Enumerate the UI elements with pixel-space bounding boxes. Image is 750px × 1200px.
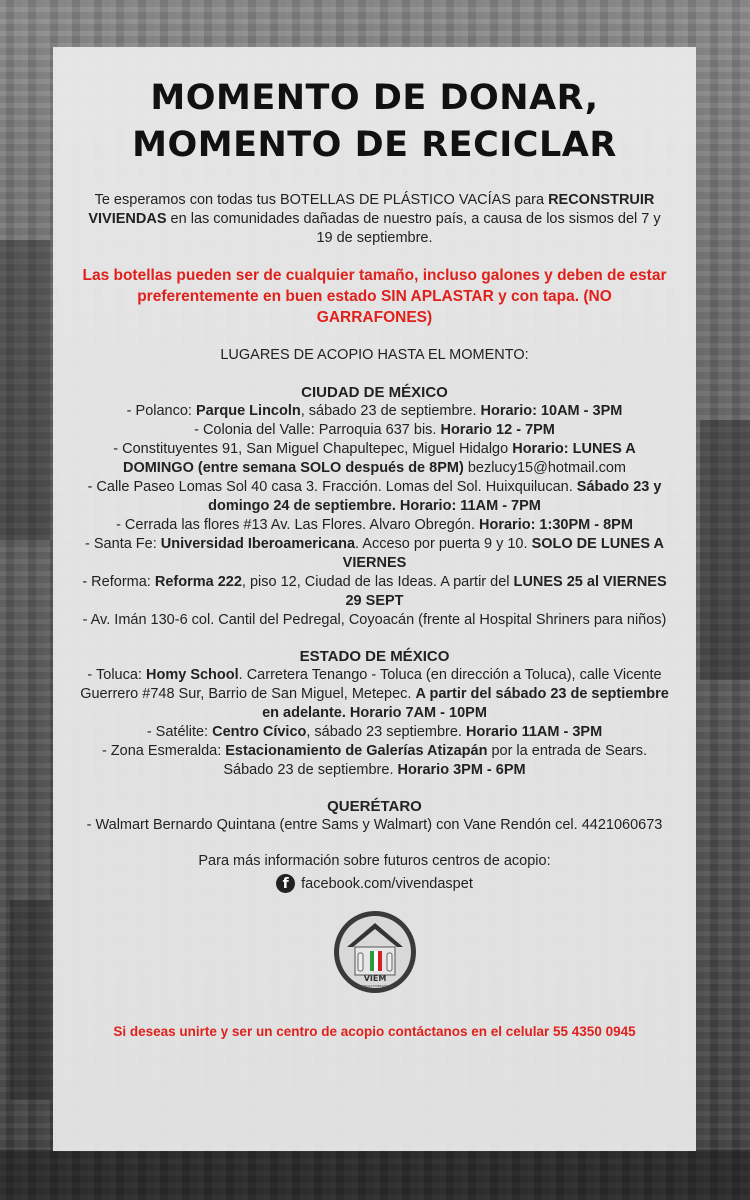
item-bold: Horario: 1:30PM - 8PM xyxy=(479,517,633,533)
background-building xyxy=(0,240,50,540)
intro-part: Te esperamos con todas tus BOTELLAS DE PLÁSTICO VACÍAS para xyxy=(94,192,549,208)
location-item xyxy=(79,535,670,573)
logo-subtitle: VIVIENDAS EMERGENTES xyxy=(355,984,394,988)
item-text: por la entrada de Sears. Sábado 23 de septiembre. xyxy=(223,743,648,778)
item-bold: Universidad Iberoamericana xyxy=(160,536,356,552)
warning-part: SIN APLASTAR xyxy=(380,288,494,305)
facebook-url[interactable]: facebook.com/vivendaspet xyxy=(301,875,473,892)
location-item xyxy=(79,516,670,535)
item-bold: Sábado 23 y domingo 24 de septiembre. Horario: 11AM - 7PM xyxy=(208,479,662,514)
background-building xyxy=(0,1150,750,1200)
item-bold: LUNES 25 al VIERNES 29 SEPT xyxy=(345,574,667,609)
item-bold: A partir del sábado 23 de septiembre en adelante. Horario 7AM - 10PM xyxy=(262,686,669,721)
warning-part: (NO GARRAFONES) xyxy=(316,288,612,326)
item-bold: Estacionamiento de Galerías Atizapán xyxy=(225,743,488,759)
section-title: QUERÉTARO xyxy=(327,798,422,815)
footer-contact: Si deseas unirte y ser un centro de acopio contáctanos en el celular 55 4350 0945 xyxy=(113,1024,636,1039)
item-text: , sábado 23 de septiembre. xyxy=(300,403,481,419)
location-item: - Walmart Bernardo Quintana (entre Sams y Walmart) con Vane Rendón cel. 4421060673 xyxy=(86,817,663,833)
item-bold: Horario 11AM - 3PM xyxy=(465,724,603,740)
section-title: ESTADO DE MÉXICO xyxy=(299,648,450,665)
location-item xyxy=(79,478,670,516)
item-text: - Toluca: xyxy=(87,667,146,683)
facebook-link[interactable] xyxy=(276,874,473,893)
item-bold: Homy School xyxy=(146,667,239,683)
section-title: CIUDAD DE MÉXICO xyxy=(301,384,448,401)
location-item xyxy=(79,723,670,742)
more-info-text: Para más información sobre futuros centros de acopio: xyxy=(198,853,551,869)
item-text: - Calle Paseo Lomas Sol 40 casa 3. Fracción. Lomas del Sol. Huixquilucan. xyxy=(87,479,577,495)
warning-part: y con tapa. xyxy=(493,288,584,305)
warning-part: Las botellas pueden ser de cualquier tamaño, incluso galones y deben de estar preferentemente en buen estado xyxy=(82,267,667,305)
item-text: , sábado 23 septiembre. xyxy=(306,724,466,740)
section-edomex xyxy=(79,647,670,780)
item-bold: Horario: 10AM - 3PM xyxy=(480,403,623,419)
places-heading: LUGARES DE ACOPIO HASTA EL MOMENTO: xyxy=(220,347,529,363)
item-bold: Parque Lincoln xyxy=(196,403,301,419)
title-line-1: MOMENTO DE DONAR, xyxy=(150,78,599,118)
item-bold: Horario: LUNES A DOMINGO (entre semana SOLO después de 8PM) xyxy=(122,441,636,476)
location-item xyxy=(79,573,670,611)
background-building xyxy=(700,420,750,680)
bottle-warning xyxy=(79,265,670,328)
item-text: - Zona Esmeralda: xyxy=(101,743,226,759)
title-line-2: MOMENTO DE RECICLAR xyxy=(132,125,617,165)
item-bold: Reforma 222 xyxy=(154,574,242,590)
item-text: - Polanco: xyxy=(126,403,196,419)
item-text: - Constituyentes 91, San Miguel Chapultepec, Miguel Hidalgo xyxy=(113,441,513,457)
item-text: - Cerrada las flores #13 Av. Las Flores. Alvaro Obregón. xyxy=(116,517,480,533)
logo-graphic xyxy=(332,909,418,995)
logo-title: VIEM xyxy=(363,974,386,983)
background-building xyxy=(10,900,50,1100)
item-text: . Carretera Tenango - Toluca (en dirección a Toluca), calle Vicente Guerrero #748 Sur, Barrio de San Miguel, Metepec. xyxy=(80,667,662,702)
item-bold: Horario 3PM - 6PM xyxy=(397,762,526,778)
location-item xyxy=(79,421,670,440)
location-item xyxy=(79,666,670,723)
flyer-panel xyxy=(53,47,696,1151)
facebook-line xyxy=(79,874,670,893)
item-text: - Colonia del Valle: Parroquia 637 bis. xyxy=(194,422,441,438)
item-bold: SOLO DE LUNES A VIERNES xyxy=(342,536,664,571)
page-title xyxy=(79,75,670,169)
item-text: - Reforma: xyxy=(82,574,155,590)
item-bold: Centro Cívico xyxy=(212,724,307,740)
facebook-icon: f xyxy=(276,874,295,893)
section-cdmx xyxy=(79,383,670,630)
section-queretaro xyxy=(79,797,670,835)
location-item xyxy=(79,611,670,630)
location-item xyxy=(79,742,670,780)
viem-logo xyxy=(332,909,418,995)
item-text: , piso 12, Ciudad de las Ideas. A partir del xyxy=(241,574,514,590)
item-text: - Av. Imán 130-6 col. Cantil del Pedregal, Coyoacán (frente al Hospital Shriners para niños) xyxy=(82,612,667,628)
intro-part: en las comunidades dañadas de nuestro país, a causa de los sismos del 7 y 19 de septiembre. xyxy=(166,211,661,246)
intro-highlight: RECONSTRUIR VIVIENDAS xyxy=(88,192,655,227)
item-text: . Acceso por puerta 9 y 10. xyxy=(355,536,532,552)
item-text: - Satélite: xyxy=(146,724,213,740)
item-bold: Horario 12 - 7PM xyxy=(440,422,555,438)
location-item xyxy=(79,440,670,478)
location-item xyxy=(79,402,670,421)
intro-text xyxy=(79,191,670,248)
item-text: - Santa Fe: xyxy=(85,536,161,552)
item-email: bezlucy15@hotmail.com xyxy=(463,460,627,476)
